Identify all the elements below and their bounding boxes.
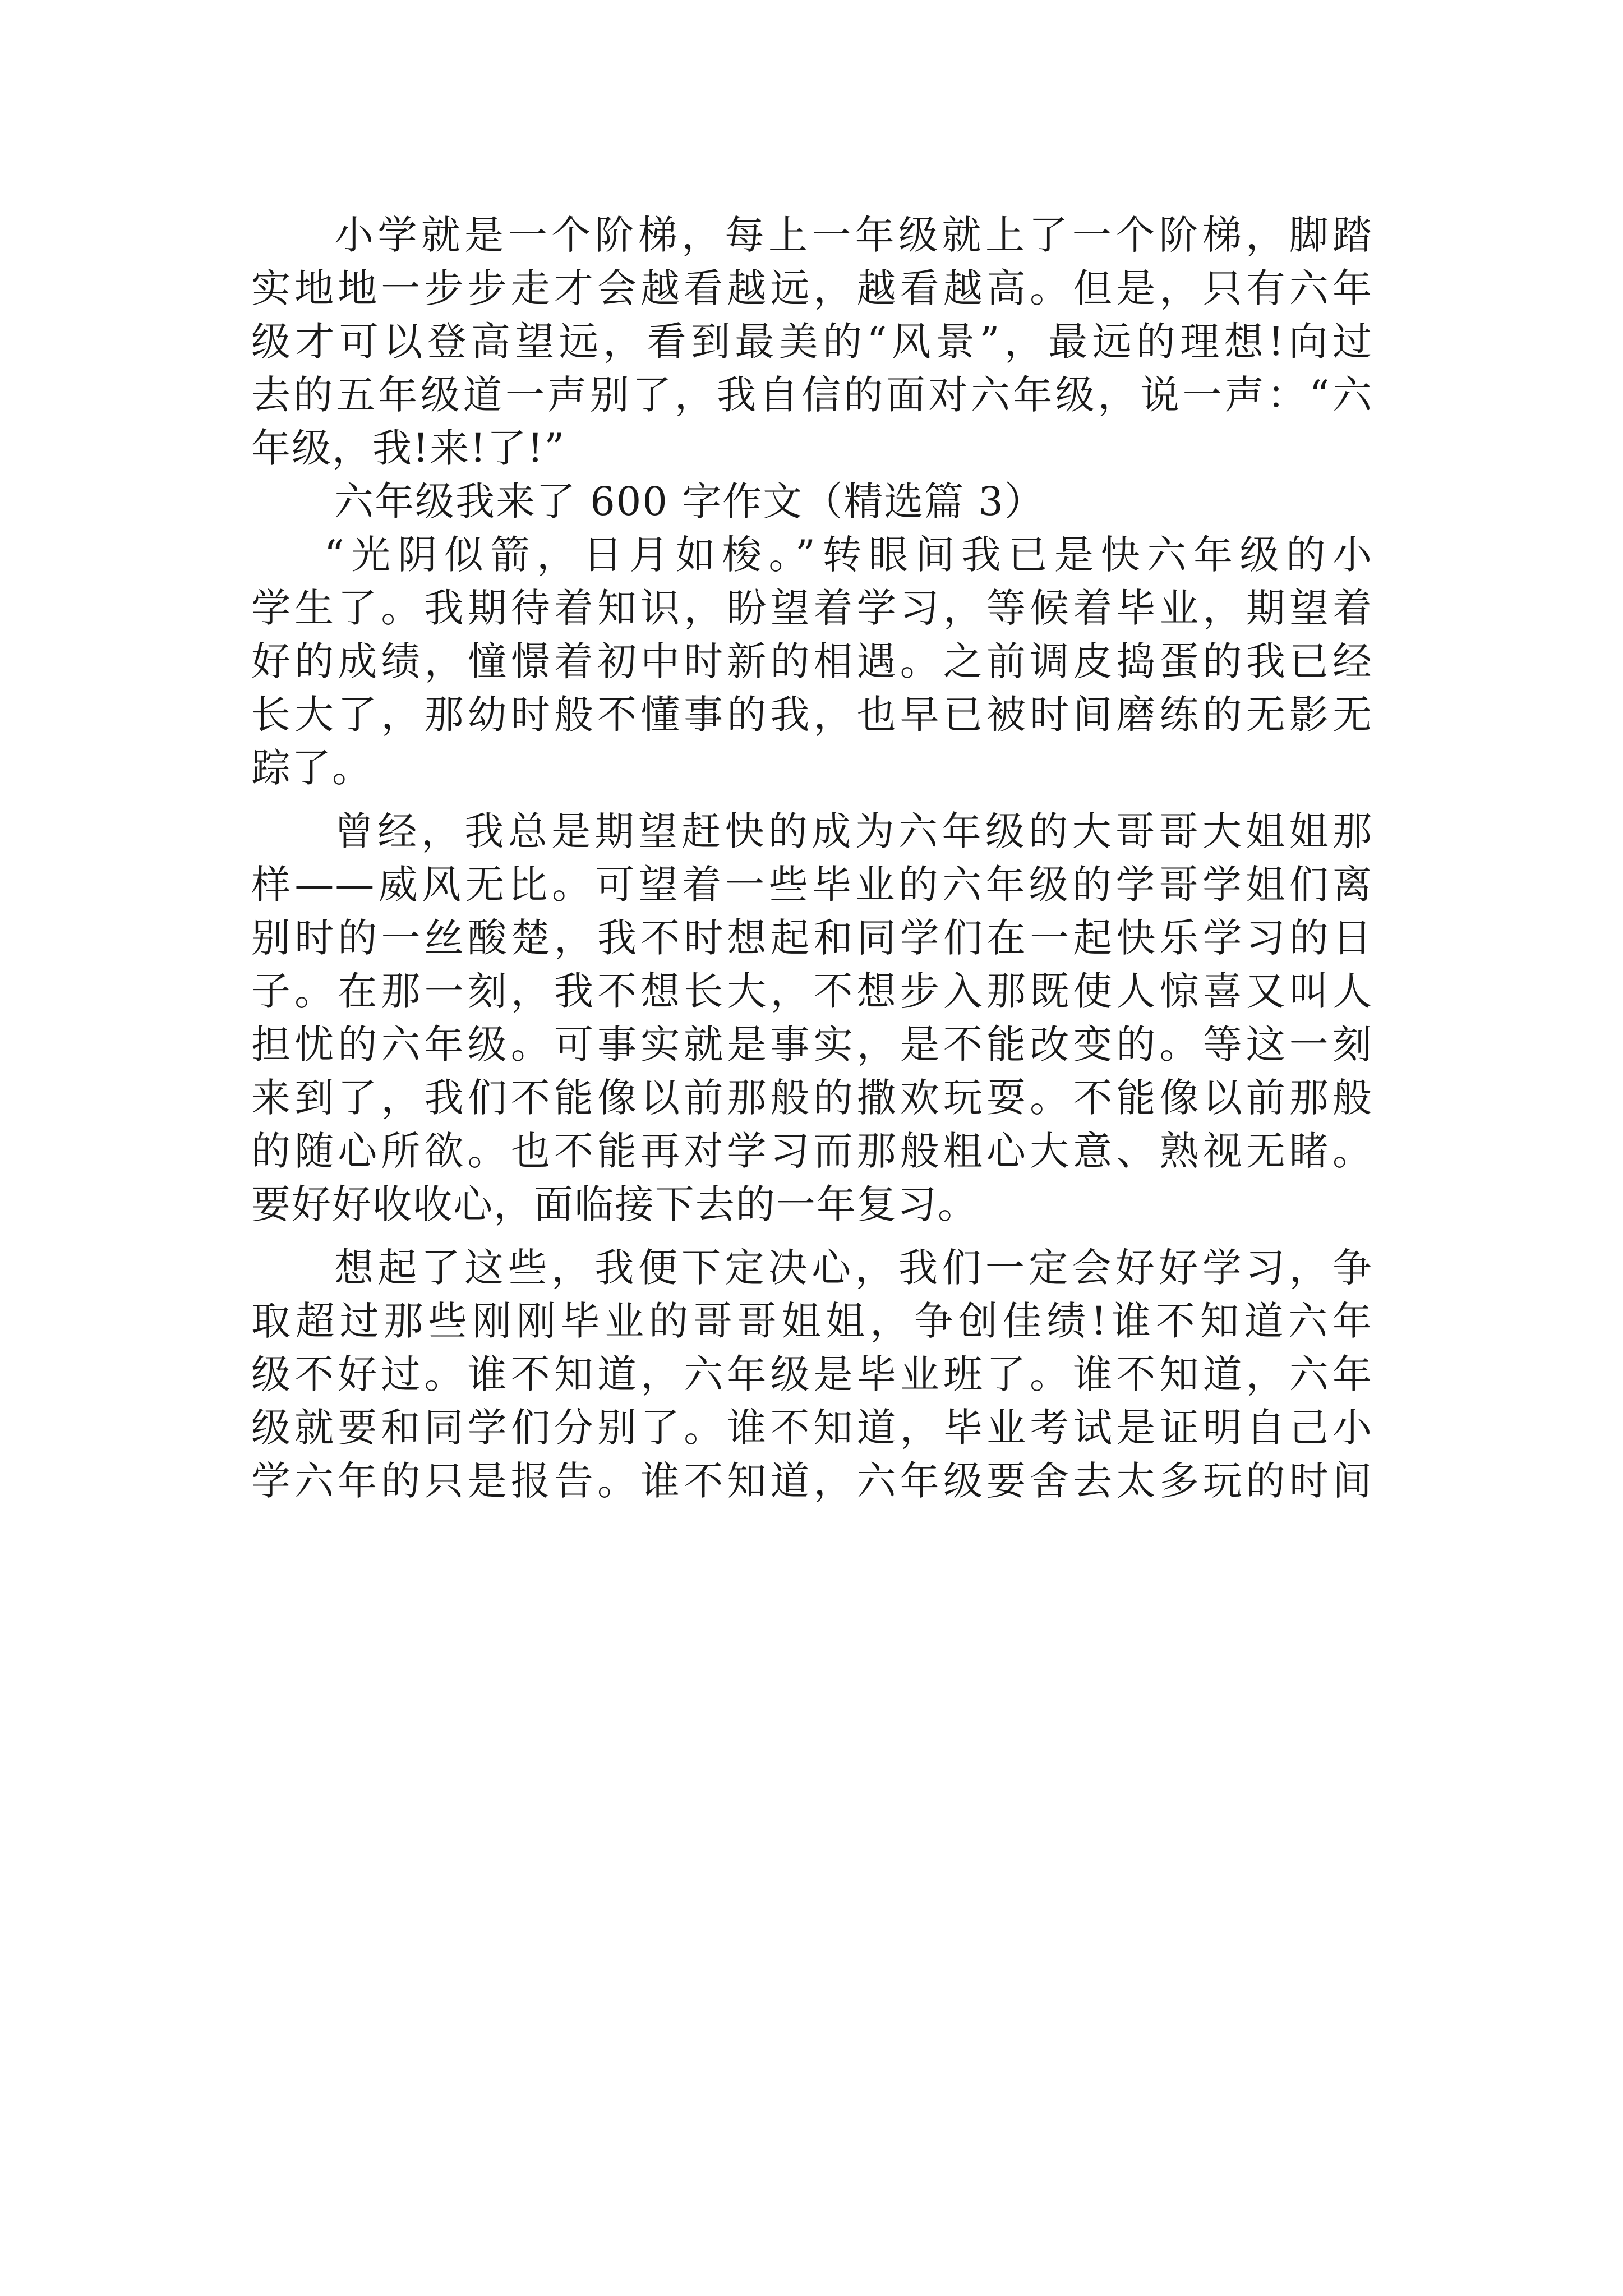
text-line: 要好好收收心，面临接下去的一年复习。 <box>251 1181 978 1227</box>
text-line: 曾经，我总是期望赶快的成为六年级的大哥哥大姐姐那 <box>334 808 1373 854</box>
text-line: 去的五年级道一声别了，我自信的面对六年级，说一声：“六 <box>251 372 1373 418</box>
text-line: 想起了这些，我便下定决心，我们一定会好好学习，争 <box>334 1245 1373 1291</box>
paragraph <box>251 805 1373 1231</box>
text-line: 年级，我!来!了!” <box>251 425 566 471</box>
text-line: 踪了。 <box>251 745 372 791</box>
text-line: 小学就是一个阶梯，每上一年级就上了一个阶梯，脚踏 <box>334 212 1373 258</box>
text-line: 长大了，那幼时般不懂事的我，也早已被时间磨练的无影无 <box>251 692 1373 738</box>
text-line: 样——威风无比。可望着一些毕业的六年级的学哥学姐们离 <box>251 862 1373 908</box>
text-line: 级才可以登高望远，看到最美的“风景”，最远的理想!向过 <box>251 319 1373 365</box>
section-heading <box>251 475 1373 528</box>
text-line: 级不好过。谁不知道，六年级是毕业班了。谁不知道，六年 <box>251 1351 1373 1397</box>
text-line: “光阴似箭，日月如梭。”转眼间我已是快六年级的小 <box>324 532 1373 578</box>
text-line: 子。在那一刻，我不想长大，不想步入那既使人惊喜又叫人 <box>251 968 1373 1014</box>
heading-text: 六年级我来了 600 字作文（精选篇 3） <box>334 478 1045 524</box>
text-line: 学六年的只是报告。谁不知道，六年级要舍去太多玩的时间 <box>251 1458 1373 1504</box>
text-line: 实地地一步步走才会越看越远，越看越高。但是，只有六年 <box>251 265 1373 311</box>
paragraph <box>251 528 1373 795</box>
paragraph <box>251 1241 1373 1508</box>
text-line: 的随心所欲。也不能再对学习而那般粗心大意、熟视无睹。 <box>251 1128 1373 1174</box>
text-line: 别时的一丝酸楚，我不时想起和同学们在一起快乐学习的日 <box>251 915 1373 961</box>
text-line: 学生了。我期待着知识，盼望着学习，等候着毕业，期望着 <box>251 585 1373 631</box>
text-line: 好的成绩，憧憬着初中时新的相遇。之前调皮捣蛋的我已经 <box>251 638 1373 684</box>
text-line: 来到了，我们不能像以前那般的撒欢玩耍。不能像以前那般 <box>251 1075 1373 1121</box>
text-line: 取超过那些刚刚毕业的哥哥姐姐，争创佳绩!谁不知道六年 <box>251 1298 1373 1344</box>
text-line: 级就要和同学们分别了。谁不知道，毕业考试是证明自己小 <box>251 1405 1373 1451</box>
paragraph <box>251 209 1373 475</box>
document-body <box>251 209 1373 1508</box>
text-line: 担忧的六年级。可事实就是事实，是不能改变的。等这一刻 <box>251 1022 1373 1068</box>
